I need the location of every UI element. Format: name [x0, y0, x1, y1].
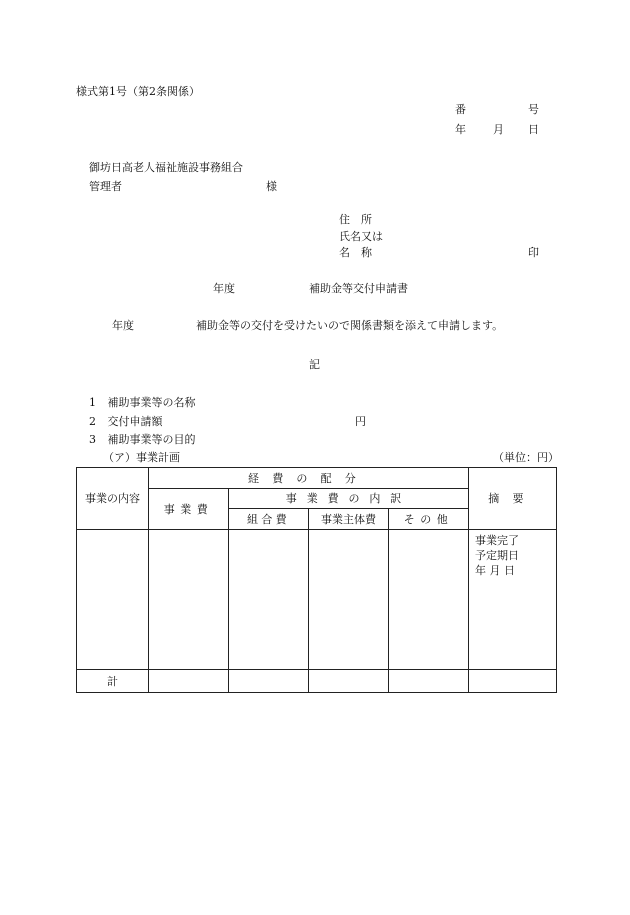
- col-total-cost-header: [149, 489, 229, 530]
- form-id: 様式第1号（第2条関係）: [76, 85, 200, 98]
- ki-label: 記: [309, 358, 320, 371]
- unit-note: （単位：円）: [493, 451, 559, 464]
- remarks-line-3: 年 月 日: [475, 563, 515, 577]
- number-label: 番: [455, 103, 466, 116]
- col-content-header: 事業の内容: [77, 468, 149, 530]
- total-cell-operator[interactable]: [309, 670, 389, 693]
- body-cell-total-cost[interactable]: [149, 530, 229, 670]
- remarks-line-1: 事業完了: [475, 534, 519, 547]
- item-1: [89, 397, 196, 408]
- item-2-unit: 円: [355, 415, 366, 428]
- remarks-line-2: 予定期日: [475, 548, 519, 562]
- body-year: 年度: [112, 319, 134, 332]
- group-header-text: 経費の配分: [248, 471, 369, 485]
- addressee-org: 御坊日高老人福祉施設事務組合: [89, 161, 243, 174]
- date-year: 年: [455, 123, 466, 136]
- title-year: 年度: [213, 282, 235, 295]
- col-remarks-text: 摘要: [488, 492, 537, 505]
- body-cell-content[interactable]: [77, 530, 149, 670]
- document-title: 補助金等交付申請書: [309, 282, 408, 295]
- total-cell-association[interactable]: [229, 670, 309, 693]
- col-association-header: [229, 509, 309, 530]
- item-3-label: 補助事業等の目的: [107, 433, 196, 446]
- group-header: [149, 468, 469, 489]
- body-text: 補助金等の交付を受けたいので関係書類を添えて申請します。: [196, 319, 504, 332]
- col-other-text: その他: [403, 512, 454, 526]
- addressee-role: 管理者: [89, 180, 122, 193]
- applicant-address-label: 住 所: [339, 213, 372, 226]
- total-cell-remarks[interactable]: [469, 670, 557, 693]
- item-2-num: 2: [89, 415, 96, 428]
- total-cell-total-cost[interactable]: [149, 670, 229, 693]
- item-2-label: 交付申請額: [107, 415, 163, 428]
- total-label: 計: [77, 670, 149, 693]
- col-total-cost-text: 事業費: [163, 502, 214, 516]
- addressee-honorific: 様: [266, 180, 277, 193]
- plan-table: [76, 467, 557, 693]
- date-month: 月: [493, 123, 504, 136]
- col-association-text: 組合費: [247, 512, 290, 526]
- item-3: [89, 434, 196, 445]
- item-1-num: 1: [89, 396, 96, 409]
- body-cell-other[interactable]: [389, 530, 469, 670]
- date-day: 日: [528, 123, 539, 136]
- applicant-seal: 印: [528, 246, 539, 259]
- col-remarks-header: [469, 468, 557, 530]
- total-cell-other[interactable]: [389, 670, 469, 693]
- item-3-num: 3: [89, 433, 96, 446]
- col-operator-header: 事業主体費: [309, 509, 389, 530]
- plan-section-label: （ア）事業計画: [103, 451, 180, 464]
- col-other-header: [389, 509, 469, 530]
- body-cell-remarks[interactable]: [469, 530, 557, 670]
- applicant-name-label-2: 名 称: [339, 246, 372, 259]
- item-1-label: 補助事業等の名称: [107, 396, 196, 409]
- body-cell-association[interactable]: [229, 530, 309, 670]
- subgroup-header: [229, 489, 469, 509]
- body-cell-operator[interactable]: [309, 530, 389, 670]
- subgroup-header-text: 事業費の内訳: [285, 492, 412, 505]
- applicant-name-label-1: 氏名又は: [339, 230, 383, 243]
- number-suffix: 号: [528, 103, 539, 116]
- item-2: [89, 416, 163, 427]
